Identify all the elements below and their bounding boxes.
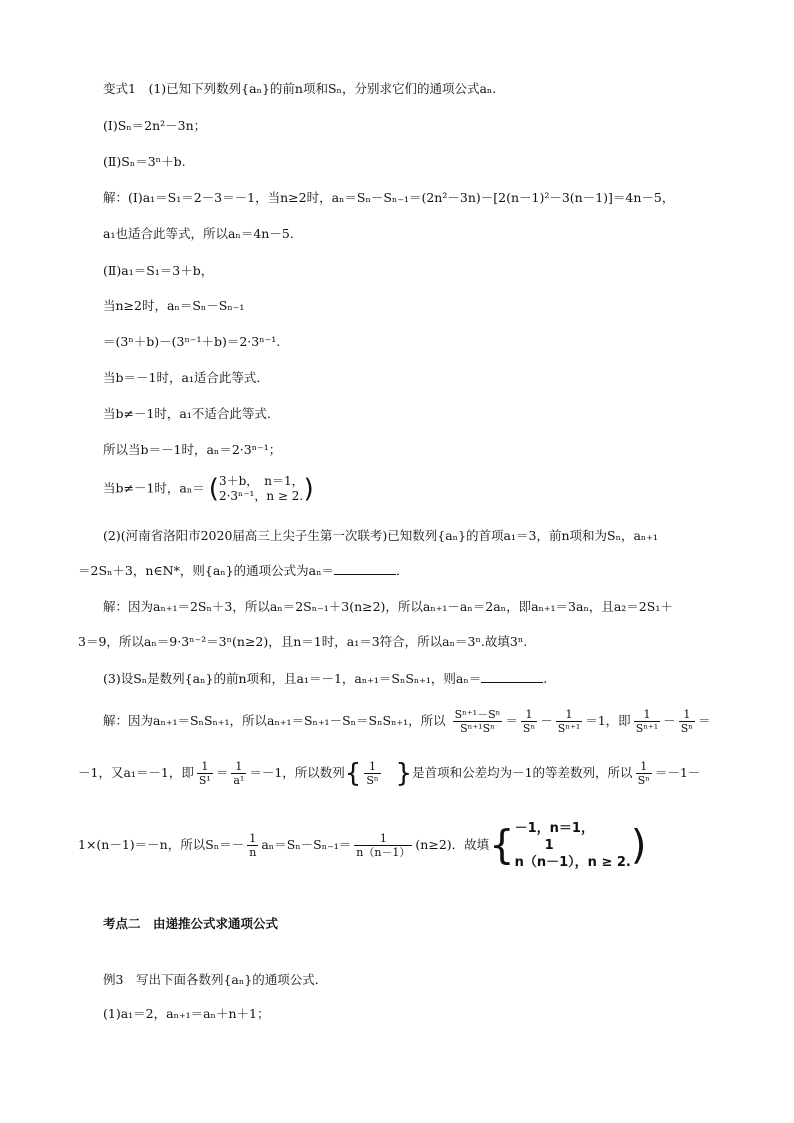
answer-case-top: －1，n＝1， xyxy=(514,821,594,836)
solution-ii-line3: ＝(3ⁿ＋b)－(3ⁿ⁻¹＋b)＝2·3ⁿ⁻¹. xyxy=(103,334,281,349)
fraction: $\frac{1}{\text{S¹}}$ xyxy=(198,760,211,787)
fraction: $\frac{1}{\text{Sⁿ}}$ xyxy=(366,760,379,787)
fraction: $\frac{\text{Sⁿ⁺¹－Sⁿ}}{\text{Sⁿ⁺¹Sⁿ}}$ xyxy=(454,708,501,735)
solution-ii-line7 xyxy=(103,474,314,504)
part-3-question: (3)设Sₙ是数列{aₙ}的前n项和，且a₁＝－1，aₙ₊₁＝SₙSₙ₊₁，则aₙ＝ . xyxy=(103,671,548,686)
answer-blank xyxy=(334,562,396,575)
piecewise-case xyxy=(219,474,304,504)
solution-ii-line6: 所以当b＝－1时，aₙ＝2·3ⁿ⁻¹； xyxy=(103,442,282,457)
part-2-question-line1: (2)(河南省洛阳市2020届高三上尖子生第一次联考)已知数列{aₙ}的首项a₁＝3，前n项和为Sₙ，aₙ₊₁ xyxy=(103,528,658,543)
right-brace: ) xyxy=(630,822,647,869)
left-brace: ( xyxy=(208,474,219,504)
fraction: $\frac{1}{\text{Sⁿ}}$ xyxy=(680,708,694,735)
case-intro: 当b≠－1时，aₙ＝ xyxy=(103,480,205,496)
right-brace: ) xyxy=(303,474,314,504)
part-3-solution-line3: 1×(n－1)＝－n，所以Sₙ＝－ $\frac{1}{n}$ aₙ＝Sₙ－Sₙ₋₁＝ $\frac{1}{n(n-1)}$ (n≥2)．故填{ －1，n＝1， 1 n（n－1），n ≥ 2. ) xyxy=(78,821,647,870)
solution-text: 1×(n－1)＝－n，所以Sₙ＝ xyxy=(78,837,232,852)
answer-case xyxy=(515,820,631,871)
answer-blank xyxy=(481,670,543,683)
fraction: $\frac{1}{n(n-1)}$ xyxy=(356,832,411,859)
fraction: $\frac{1}{\text{Sⁿ⁺¹}}$ xyxy=(557,708,581,735)
section-heading: 考点二 由递推公式求通项公式 xyxy=(103,916,279,931)
solution-ii-line4: 当b＝－1时，a₁适合此等式． xyxy=(103,370,269,385)
right-brace: } xyxy=(395,758,413,789)
part-2-question-line2: ＝2Sₙ＋3，n∈N*，则{aₙ}的通项公式为aₙ＝ ． xyxy=(78,563,409,578)
solution-ii-line5: 当b≠－1时，a₁不适合此等式． xyxy=(103,406,280,421)
case-top: 3＋b， n＝1， xyxy=(218,474,304,488)
solution-text: 解：因为aₙ₊₁＝SₙSₙ₊₁，所以aₙ₊₁＝Sₙ₊₁－Sₙ＝SₙSₙ₊₁，所以 xyxy=(103,713,446,728)
solution-text: －1，又a₁＝－1，即 xyxy=(78,765,194,780)
variant-1-title: 变式1 (1)已知下列数列{aₙ}的前n项和Sₙ，分别求它们的通项公式aₙ. xyxy=(103,81,497,96)
solution-i-line1: 解：(Ⅰ)a₁＝S₁＝2－3＝－1，当n≥2时，aₙ＝Sₙ－Sₙ₋₁＝(2n²－3n)－[2(n－1)²－3(n－1)]＝4n－5， xyxy=(103,190,675,205)
fraction: $\frac{1}{\text{a¹}}$ xyxy=(233,760,245,787)
answer-case-mid: 1 xyxy=(544,838,554,853)
answer-case-bottom: n（n－1），n ≥ 2. xyxy=(514,855,631,870)
part-3-solution-line2: －1，又a₁＝－1，即 $\frac{1}{\text{S¹}}$ ＝ $\frac{1}{\text{a¹}}$ ＝－1，所以数列{ $\frac{1}{\text{Sⁿ}}$ }是首项和公差均为－1的等差数列，所以 $\frac{1}{\text{Sⁿ}}$ ＝－1－ xyxy=(78,758,701,789)
fraction: $\frac{1}{n}$ xyxy=(249,832,257,859)
solution-ii-line2: 当n≥2时，aₙ＝Sₙ－Sₙ₋₁ xyxy=(103,298,245,313)
part-2-solution-line1: 解：因为aₙ₊₁＝2Sₙ＋3，所以aₙ＝2Sₙ₋₁＋3(n≥2)，所以aₙ₊₁－aₙ＝2aₙ，即aₙ₊₁＝3aₙ，且a₂＝2S₁＋ xyxy=(103,599,673,614)
question-text: ＝2Sₙ＋3，n∈N*，则{aₙ}的通项公式为aₙ＝ xyxy=(78,563,334,578)
solution-text: 3＝9，所以aₙ＝9·3ⁿ⁻²＝3ⁿ(n≥2)，且n＝1时，a₁＝3符合，所以aₙ＝3ⁿ.故填3ⁿ. xyxy=(78,634,528,649)
solution-ii-line1: (Ⅱ)a₁＝S₁＝3＋b， xyxy=(103,263,214,278)
fraction: $\frac{1}{\text{Sⁿ}}$ xyxy=(637,760,650,787)
example-3-part-1: (1)a₁＝2，aₙ₊₁＝aₙ＋n＋1； xyxy=(103,1006,270,1021)
part-ii-formula: (Ⅱ)Sₙ＝3ⁿ＋b. xyxy=(103,154,186,169)
solution-i-line2: a₁也适合此等式，所以aₙ＝4n－5. xyxy=(103,226,294,241)
question-text: (3)设Sₙ是数列{aₙ}的前n项和，且a₁＝－1，aₙ₊₁＝SₙSₙ₊₁，则aₙ＝ xyxy=(103,671,482,686)
part-2-solution-line2 xyxy=(78,633,527,651)
left-brace: { xyxy=(344,758,362,789)
fraction: $\frac{1}{\text{Sⁿ⁺¹}}$ xyxy=(635,708,659,735)
left-brace: { xyxy=(489,822,515,869)
part-3-solution-line1: 解：因为aₙ₊₁＝SₙSₙ₊₁，所以aₙ₊₁＝Sₙ₊₁－Sₙ＝SₙSₙ₊₁，所以 $\frac{\text{Sⁿ⁺¹－Sⁿ}}{\text{Sⁿ⁺¹Sⁿ}}$ ＝ $\frac{1}{\text{Sⁿ}}$ － $\frac{1}{\text{Sⁿ⁺¹}}$ ＝1，即 $\frac{1}{\text{Sⁿ⁺¹}}$ － $\frac{1}{\text{Sⁿ}}$ ＝ xyxy=(103,708,711,735)
fraction: $\frac{1}{\text{Sⁿ}}$ xyxy=(522,708,536,735)
part-i-formula: (Ⅰ)Sₙ＝2n²－3n； xyxy=(103,118,207,133)
example-3-title: 例3 写出下面各数列{aₙ}的通项公式． xyxy=(103,972,328,987)
case-bottom: 2·3ⁿ⁻¹，n ≥ 2. xyxy=(218,489,304,503)
